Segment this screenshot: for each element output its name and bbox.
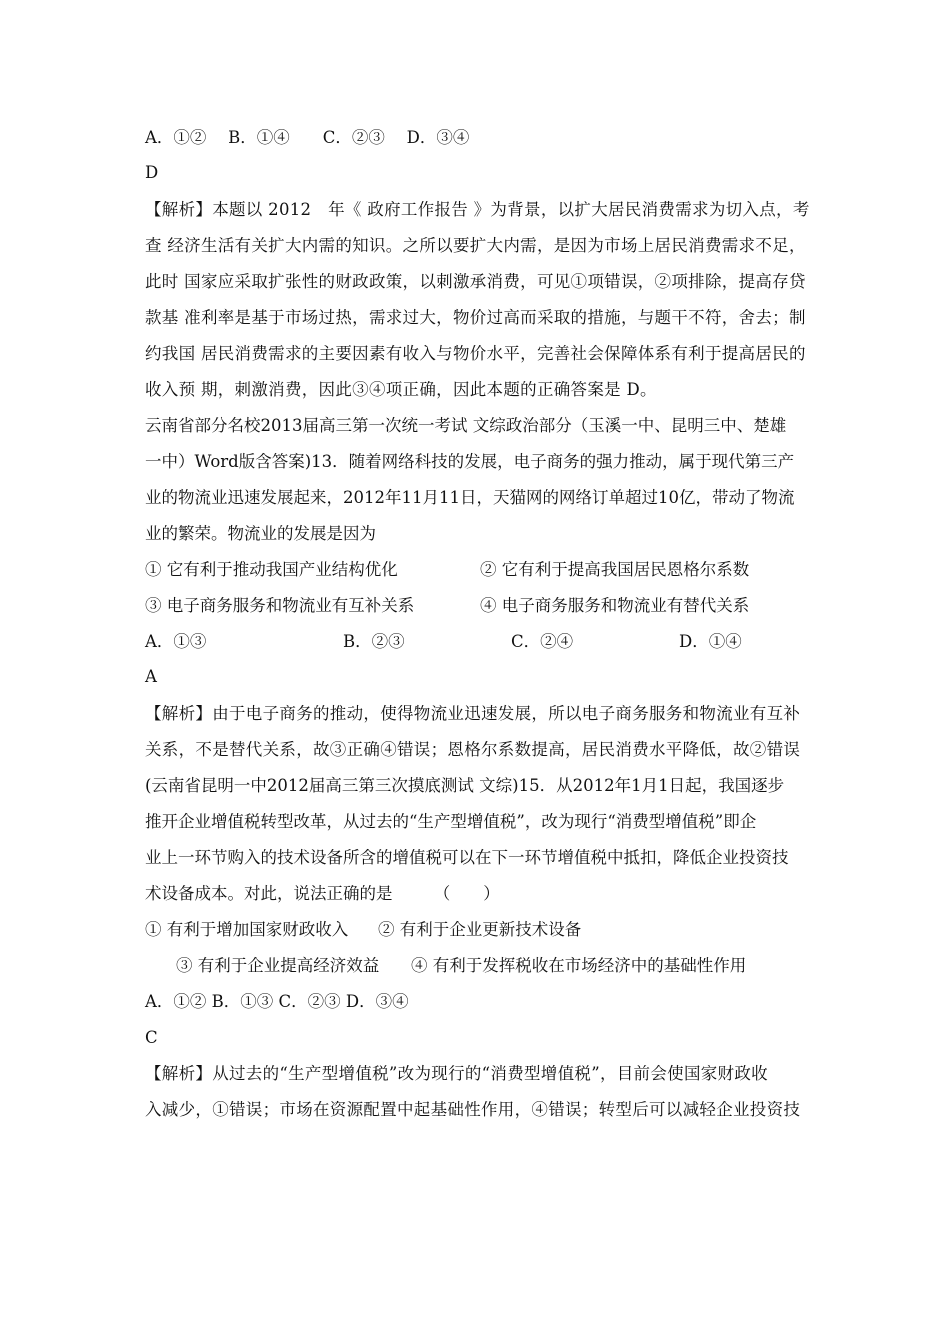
q1-analysis-line: 约我国 居民消费需求的主要因素有收入与物价水平，完善社会保障体系有利于提高居民的: [145, 344, 806, 363]
q2-stem-line: 云南省部分名校2013届高三第一次统一考试 文综政治部分（玉溪一中、昆明三中、楚雄: [145, 416, 787, 435]
q1-analysis-line: 收入预 期，刺激消费，因此③④项正确，因此本题的正确答案是 D。: [145, 380, 657, 399]
q2-analysis-line: 关系，不是替代关系，故③正确④错误；恩格尔系数提高，居民消费水平降低，故②错误: [145, 740, 801, 759]
q2-stem-line: 一中）Word版含答案)13．随着网络科技的发展，电子商务的强力推动，属于现代第三产: [145, 452, 795, 471]
q3-stem-line: 术设备成本。对此，说法正确的是 （ ）: [145, 884, 500, 903]
q1-options: A．①② B．①④ C．②③ D．③④: [145, 128, 470, 147]
q3-item-1: ① 有利于增加国家财政收入: [145, 920, 349, 939]
q3-item-2: ② 有利于企业更新技术设备: [378, 920, 582, 939]
q1-analysis-line: 查 经济生活有关扩大内需的知识。之所以要扩大内需，是因为市场上居民消费需求不足，: [145, 236, 806, 255]
q3-answer: C: [145, 1028, 158, 1047]
q2-choice-a: A．①③: [145, 632, 207, 651]
q3-item-3: ③ 有利于企业提高经济效益: [176, 956, 380, 975]
q1-analysis-line: 款基 准利率是基于市场过热，需求过大，物价过高而采取的措施，与题干不符，舍去；制: [145, 308, 806, 327]
q3-stem-line: 推开企业增值税转型改革，从过去的“生产型增值税”，改为现行“消费型增值税”即企: [145, 812, 757, 831]
q3-analysis-line: 【解析】从过去的“生产型增值税”改为现行的“消费型增值税”，目前会使国家财政收: [145, 1064, 768, 1083]
q2-item-4: ④ 电子商务服务和物流业有替代关系: [480, 596, 750, 615]
q3-options: A．①② B．①③ C．②③ D．③④: [145, 992, 409, 1011]
q2-choice-d: D．①④: [679, 632, 742, 651]
q2-stem-line: 业的物流业迅速发展起来，2012年11月11日，天猫网的网络订单超过10亿，带动了物流: [145, 488, 795, 507]
q1-answer: D: [145, 163, 159, 182]
q2-choice-b: B．②③: [343, 632, 405, 651]
q2-item-3: ③ 电子商务服务和物流业有互补关系: [145, 596, 415, 615]
q1-analysis-line: 此时 国家应采取扩张性的财政政策，以刺激承消费，可见①项错误，②项排除，提高存贷: [145, 272, 806, 291]
q3-analysis-line: 入减少，①错误；市场在资源配置中起基础性作用，④错误；转型后可以减轻企业投资技: [145, 1100, 801, 1119]
q1-analysis-line: 【解析】本题以 2012 年《 政府工作报告 》为背景，以扩大居民消费需求为切入点，考: [145, 200, 810, 219]
q2-analysis-line: 【解析】由于电子商务的推动，使得物流业迅速发展，所以电子商务服务和物流业有互补: [145, 704, 801, 723]
q2-item-1: ① 它有利于推动我国产业结构优化: [145, 560, 398, 579]
q3-stem-line: (云南省昆明一中2012届高三第三次摸底测试 文综)15．从2012年1月1日起，我国逐步: [145, 776, 785, 795]
q2-choice-c: C．②④: [511, 632, 574, 651]
q3-stem-line: 业上一环节购入的技术设备所含的增值税可以在下一环节增值税中抵扣，降低企业投资技: [145, 848, 789, 867]
q2-answer: A: [145, 667, 157, 686]
q2-item-2: ② 它有利于提高我国居民恩格尔系数: [480, 560, 750, 579]
q2-stem-line: 业的繁荣。物流业的发展是因为: [145, 524, 376, 543]
q3-item-4: ④ 有利于发挥税收在市场经济中的基础性作用: [411, 956, 747, 975]
